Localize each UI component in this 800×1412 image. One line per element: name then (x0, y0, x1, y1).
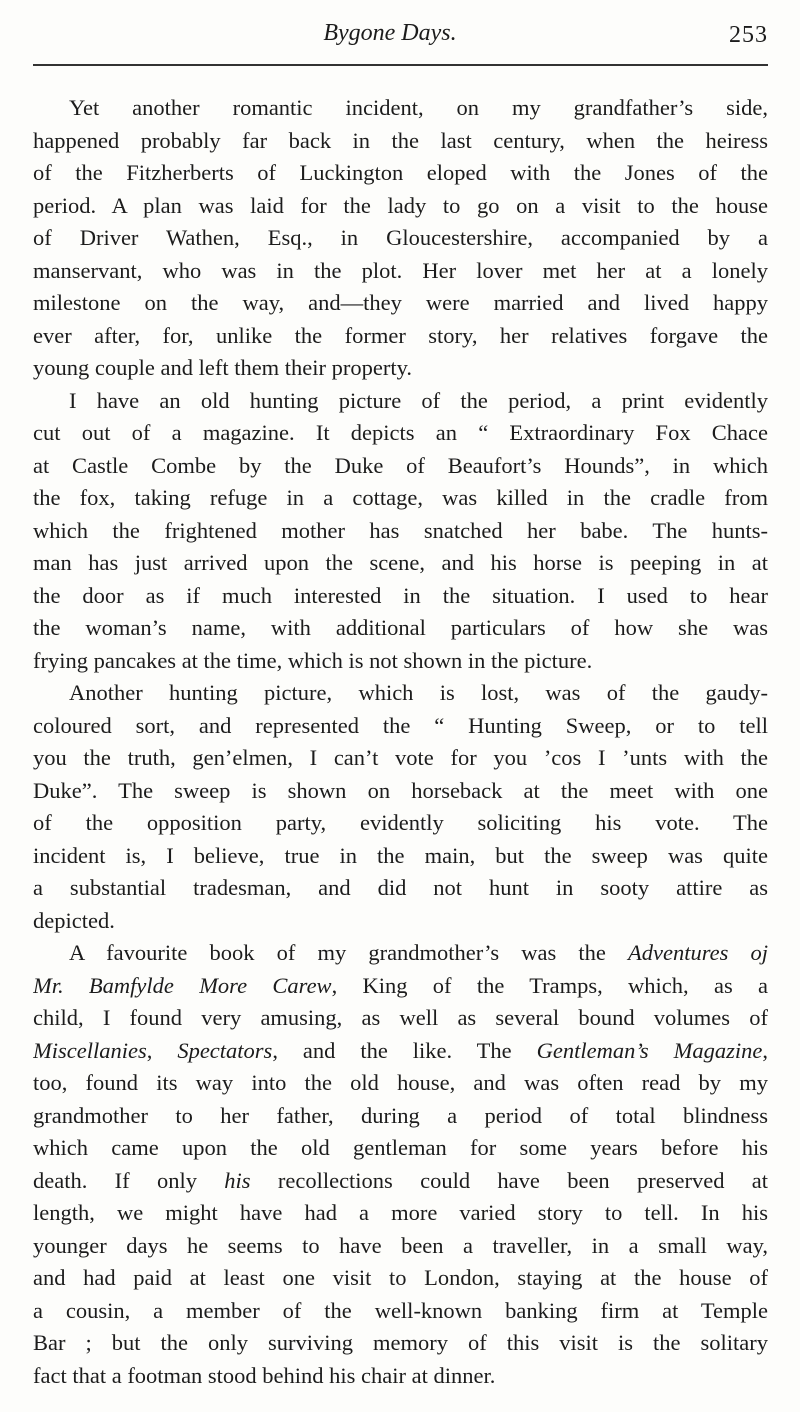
text-segment: too, found its way into the old house, and was often read by my (33, 1070, 768, 1095)
text-line (33, 255, 768, 288)
text-line (33, 1165, 768, 1198)
text-line (33, 710, 768, 743)
text-segment: incident is, I believe, true in the main, but the sweep was quite (33, 842, 768, 868)
text-segment: length, we might have had a more varied story to tell. In his (33, 1200, 768, 1225)
text-segment: of the Fitzherberts of Luckington eloped with the Jones of the (33, 160, 768, 185)
text-segment: I have an old hunting picture of the period, a print evidently (69, 387, 768, 413)
text-line (33, 807, 768, 840)
text-segment: coloured sort, and represented the “ Hunting Sweep, or to tell (33, 712, 768, 738)
text-line (33, 125, 768, 158)
text-segment: the fox, taking refuge in a cottage, was killed in the cradle from (33, 485, 768, 510)
text-line (33, 515, 768, 548)
text-segment: man has just arrived upon the scene, and his horse is peeping in at (33, 550, 768, 575)
page-number: 253 (729, 22, 768, 48)
text-segment: grandmother to her father, during a period of total blindness (33, 1102, 768, 1128)
text-line (33, 222, 768, 255)
text-line (33, 1230, 768, 1263)
text-segment: A favourite book of my grandmother’s was the (69, 940, 628, 965)
text-segment: child, I found very amusing, as well as several bound volumes of (33, 1005, 768, 1030)
text-line (33, 1132, 768, 1165)
text-segment: , (762, 1037, 768, 1063)
text-line (33, 1327, 768, 1360)
text-segment: of Driver Wathen, Esq., in Gloucestershire, accompanied by a (33, 225, 768, 250)
text-line (33, 287, 768, 320)
text-line (33, 775, 768, 808)
text-segment: depicted. (33, 907, 115, 933)
italic-text: Adventures oj (627, 940, 768, 965)
text-line (33, 612, 768, 645)
text-line (33, 417, 768, 450)
text-segment: manservant, who was in the plot. Her lover met her at a lonely (33, 257, 768, 283)
text-segment: happened probably far back in the last century, when the heiress (33, 127, 768, 153)
text-segment: milestone on the way, and—they were married and lived happy (33, 290, 768, 315)
italic-text: Gentleman’s Magazine (536, 1037, 763, 1063)
text-line (33, 905, 768, 938)
text-line (33, 580, 768, 613)
text-line (33, 742, 768, 775)
text-segment: Yet another romantic incident, on my grandfather’s side, (69, 95, 768, 120)
text-line (33, 157, 768, 190)
text-line (33, 840, 768, 873)
text-line (33, 450, 768, 483)
text-segment: a substantial tradesman, and did not hunt in sooty attire as (33, 875, 768, 900)
italic-text: Mr. Bamfylde More Carew (33, 972, 332, 998)
text-segment: the door as if much interested in the situation. I used to hear (33, 582, 768, 608)
header-rule (33, 64, 768, 66)
italic-text: Miscellanies (33, 1037, 147, 1063)
body-text (33, 92, 768, 1392)
text-segment: frying pancakes at the time, which is not shown in the picture. (33, 647, 593, 673)
text-line (33, 1035, 768, 1068)
text-line (33, 645, 768, 678)
italic-text: Spectators (177, 1037, 273, 1063)
text-line (33, 677, 768, 710)
text-segment: which came upon the old gentleman for some years before his (33, 1135, 768, 1160)
text-line (33, 872, 768, 905)
text-line (33, 352, 768, 385)
text-line (33, 1067, 768, 1100)
text-segment: you the truth, gen’elmen, I can’t vote for you ’cos I ’unts with the (33, 745, 768, 770)
text-line (33, 1295, 768, 1328)
text-line (33, 1002, 768, 1035)
running-title: Bygone Days. (323, 20, 457, 46)
text-line (33, 1197, 768, 1230)
text-segment: Another hunting picture, which is lost, was of the gaudy- (69, 680, 768, 705)
text-segment: and had paid at least one visit to London, staying at the house of (33, 1265, 768, 1290)
text-line (33, 1360, 768, 1393)
text-segment: cut out of a magazine. It depicts an “ Extraordinary Fox Chace (33, 420, 768, 445)
text-line (33, 1262, 768, 1295)
text-line (33, 385, 768, 418)
text-segment: , (146, 1037, 178, 1063)
text-line (33, 190, 768, 223)
text-segment: fact that a footman stood behind his chair at dinner. (33, 1362, 496, 1388)
text-segment: young couple and left them their property. (33, 355, 413, 380)
text-line (33, 1100, 768, 1133)
text-line (33, 320, 768, 353)
text-segment: period. A plan was laid for the lady to go on a visit to the house (33, 192, 768, 218)
text-segment: at Castle Combe by the Duke of Beaufort’s Hounds”, in which (33, 452, 768, 478)
text-line (33, 547, 768, 580)
text-segment: which the frightened mother has snatched her babe. The hunts- (33, 517, 768, 543)
text-segment: of the opposition party, evidently soliciting his vote. The (33, 810, 768, 835)
text-line (33, 92, 768, 125)
text-segment: , King of the Tramps, which, as a (331, 972, 768, 998)
text-segment: Bar ; but the only surviving memory of this visit is the solitary (33, 1330, 768, 1355)
text-segment: Duke”. The sweep is shown on horseback at the meet with one (33, 777, 768, 803)
text-segment: recollections could have been preserved at (250, 1167, 768, 1193)
text-line (33, 482, 768, 515)
text-segment: the woman’s name, with additional particulars of how she was (33, 615, 768, 640)
text-segment: , and the like. The (272, 1037, 537, 1063)
text-segment: younger days he seems to have been a traveller, in a small way, (33, 1232, 768, 1258)
text-segment: a cousin, a member of the well-known banking firm at Temple (33, 1297, 768, 1323)
italic-text: his (224, 1167, 251, 1193)
text-segment: death. If only (33, 1167, 225, 1193)
text-segment: ever after, for, unlike the former story, her relatives forgave the (33, 322, 768, 348)
text-line (33, 970, 768, 1003)
text-line (33, 937, 768, 970)
